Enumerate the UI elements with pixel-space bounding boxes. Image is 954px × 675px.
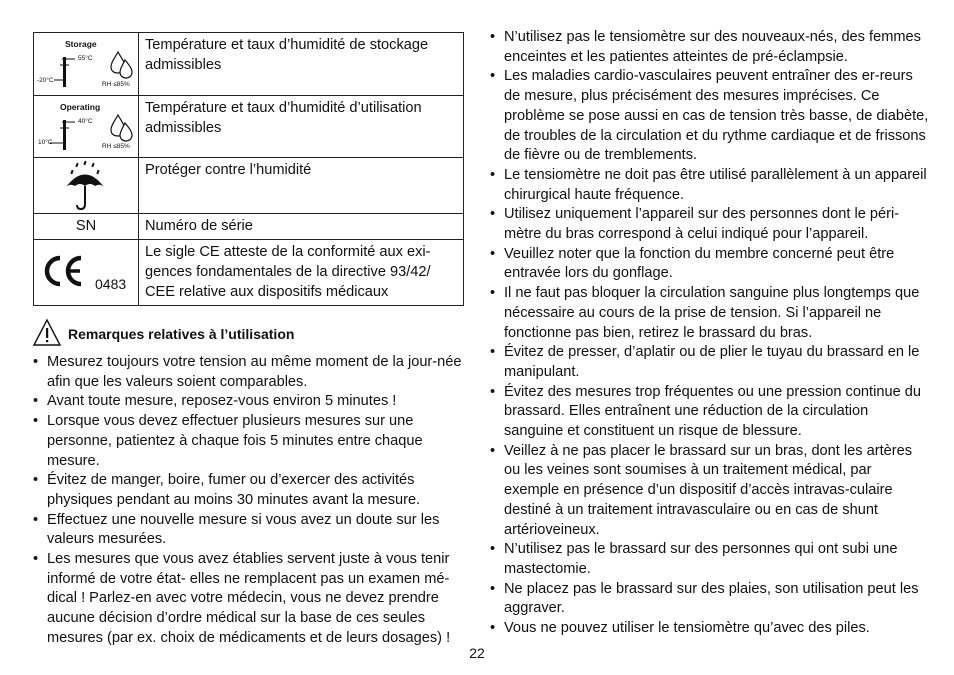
- serial-number-symbol: SN: [34, 214, 139, 240]
- symbol-row-serial: [34, 214, 464, 240]
- list-item: • Évitez de presser, d’aplatir ou de plier le tuyau du brassard en le manipulant.: [490, 343, 930, 382]
- warning-triangle-icon: [33, 319, 63, 347]
- humidity-description: Protéger contre l’humidité: [139, 158, 464, 214]
- list-item: • Les maladies cardio-vasculaires peuvent entraîner des er-reurs de mesure, plus précisément des mesures imprécises. Ce problème se pose aussi en cas de tension très basse, de diabète, de troubles de la circulation et du rythme cardiaque et de frissons de fièvre ou de tremblements.: [490, 67, 930, 166]
- symbol-row-humidity: [34, 158, 464, 214]
- ce-mark-icon: [34, 240, 139, 306]
- remarks-title: Remarques relatives à l’utilisation: [68, 326, 295, 342]
- symbol-row-operating: [34, 96, 464, 158]
- list-item: • Avant toute mesure, reposez-vous environ 5 minutes !: [33, 392, 464, 412]
- symbol-row-storage: [34, 33, 464, 96]
- list-item: • Mesurez toujours votre tension au même moment de la jour-née afin que les valeurs soient comparables.: [33, 353, 464, 392]
- storage-humidity: RH ≤85%: [102, 81, 130, 88]
- list-item: • Évitez de manger, boire, fumer ou d’exercer des activités physiques pendant au moins 30 minutes avant la mesure.: [33, 471, 464, 510]
- storage-temperature-humidity-icon: [34, 33, 139, 96]
- operating-temp-high: 40°C: [78, 118, 93, 125]
- ce-notified-body-number: 0483: [95, 276, 127, 292]
- storage-description: Température et taux d’humidité de stockage admissibles: [139, 33, 464, 96]
- right-column: [490, 28, 930, 639]
- ce-description: Le sigle CE atteste de la conformité aux exi-gences fondamentales de la directive 93/42/ CEE relative aux dispositifs médicaux: [139, 240, 464, 306]
- list-item: • Veuillez noter que la fonction du membre concerné peut être entravée lors du gonflage.: [490, 245, 930, 284]
- remarks-list-right: [490, 28, 930, 639]
- page-number: 22: [469, 645, 485, 661]
- list-item: • Effectuez une nouvelle mesure si vous avez un doute sur les valeurs mesurées.: [33, 511, 464, 550]
- operating-description: Température et taux d’humidité d’utilisation admissibles: [139, 96, 464, 158]
- list-item: • Veillez à ne pas placer le brassard sur un bras, dont les artères ou les veines sont soumises à un traitement médical, par exemple en présence d’un dispositif d’accès intravas-culaire destiné à un traitement intravasculaire ou en cas de shunt artérioveineux.: [490, 442, 930, 541]
- list-item: • Ne placez pas le brassard sur des plaies, son utilisation peut les aggraver.: [490, 580, 930, 619]
- remarks-list-left: [33, 353, 464, 649]
- operating-label: Operating: [60, 102, 101, 112]
- operating-humidity: RH ≤85%: [102, 143, 130, 150]
- list-item: • Il ne faut pas bloquer la circulation sanguine plus longtemps que nécessaire au cours de la prise de tension. Si l’appareil ne fonctionne pas bien, retirez le brassard du bras.: [490, 284, 930, 343]
- operating-temp-low: 10°C: [38, 139, 53, 146]
- list-item: • Évitez des mesures trop fréquentes ou une pression continue du brassard. Elles entraînent une réduction de la circulation sanguine et constituent un risque de blessure.: [490, 383, 930, 442]
- storage-temp-high: 55°C: [78, 55, 93, 62]
- remarks-heading: [33, 319, 464, 347]
- list-item: • Les mesures que vous avez établies servent juste à vous tenir informé de votre état- elles ne remplacent pas un examen mé-dical ! Parlez-en avec votre médecin, vous ne devez prendre aucune décision d’ordre médical sur la base de ces seules mesures (par ex. choix de médicaments et de leurs dosages) !: [33, 550, 464, 649]
- umbrella-icon: [34, 158, 139, 214]
- symbol-table: [33, 32, 464, 306]
- list-item: • Utilisez uniquement l’appareil sur des personnes dont le péri-mètre du bras correspond à celui indiqué pour l’appareil.: [490, 205, 930, 244]
- list-item: • Vous ne pouvez utiliser le tensiomètre qu’avec des piles.: [490, 619, 930, 639]
- storage-label: Storage: [65, 39, 97, 49]
- operating-temperature-humidity-icon: [34, 96, 139, 158]
- left-column: [33, 32, 464, 649]
- list-item: • N’utilisez pas le brassard sur des personnes qui ont subi une mastectomie.: [490, 540, 930, 579]
- list-item: • Lorsque vous devez effectuer plusieurs mesures sur une personne, patientez à chaque fois 5 minutes entre chaque mesure.: [33, 412, 464, 471]
- serial-number-description: Numéro de série: [139, 214, 464, 240]
- symbol-row-ce: [34, 240, 464, 306]
- list-item: • N’utilisez pas le tensiomètre sur des nouveaux-nés, des femmes enceintes et les patientes atteintes de pré-éclampsie.: [490, 28, 930, 67]
- list-item: • Le tensiomètre ne doit pas être utilisé parallèlement à un appareil chirurgical haute fréquence.: [490, 166, 930, 205]
- storage-temp-low: -20°C: [37, 77, 54, 84]
